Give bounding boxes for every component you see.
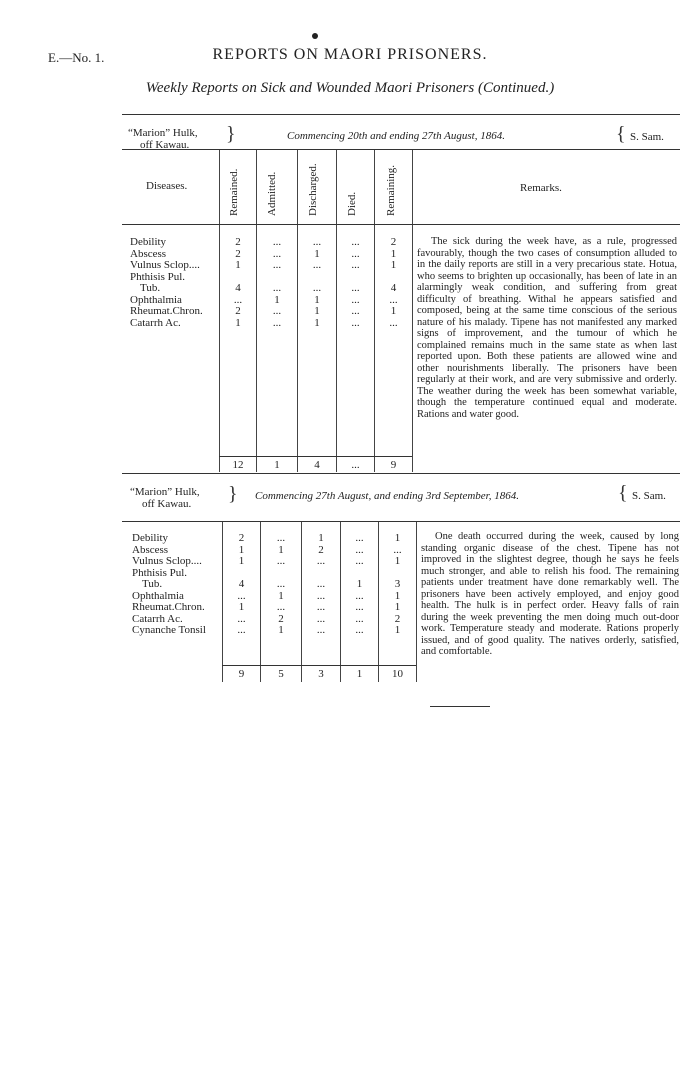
total-remaining: 10 — [392, 668, 403, 680]
col-remained — [220, 237, 256, 329]
rule — [412, 150, 413, 472]
total-remaining: 9 — [390, 459, 397, 471]
cell: ... — [351, 305, 360, 317]
cell: ... — [355, 532, 364, 544]
disease-name: Cynanche Tonsil — [132, 624, 206, 636]
cell: ... — [393, 543, 402, 556]
cell: 1 — [238, 555, 245, 567]
cell: 4 — [238, 578, 245, 590]
cell: 1 — [235, 316, 241, 329]
disease-name: Abscess — [132, 543, 169, 556]
rule — [122, 473, 680, 474]
brace-icon: } — [228, 483, 238, 505]
cell: 1 — [314, 293, 320, 306]
cell: 3 — [394, 578, 401, 590]
header-remarks: Remarks. — [520, 182, 562, 194]
brace-icon: } — [226, 123, 236, 145]
cell: 1 — [274, 293, 280, 306]
rule — [430, 706, 490, 707]
cell: 2 — [318, 543, 324, 556]
rule — [122, 149, 680, 150]
col-discharged — [298, 237, 336, 329]
disease-name: Catarrh Ac. — [130, 316, 181, 329]
total-discharged: 3 — [318, 668, 324, 680]
rule — [219, 456, 412, 457]
cell: 1 — [278, 589, 284, 602]
cell: 2 — [394, 612, 401, 625]
disease-name: Ophthalmia — [132, 589, 184, 602]
disease-name: Debility — [132, 532, 169, 544]
vessel-line-2: off Kawau. — [142, 498, 192, 510]
cell: ... — [233, 293, 243, 306]
cell: 1 — [394, 601, 401, 613]
cell: ... — [272, 236, 282, 248]
cell: 4 — [235, 282, 241, 294]
cell: 4 — [390, 282, 397, 294]
cell: 1 — [235, 259, 241, 271]
cell: ... — [355, 555, 364, 567]
disease-name: Abscess — [130, 247, 167, 260]
vessel-line-2: off Kawau. — [140, 139, 190, 151]
total-remained: 12 — [232, 459, 244, 471]
cell: 2 — [235, 305, 241, 317]
cell: ... — [272, 247, 282, 260]
rule — [222, 665, 416, 666]
vessel-line-1: “Marion” Hulk, — [130, 486, 200, 498]
header-admitted: Admitted. — [266, 171, 278, 216]
col-died — [341, 533, 378, 637]
total-admitted: 5 — [278, 668, 284, 680]
cell: 2 — [278, 612, 284, 625]
col-remaining — [379, 533, 416, 637]
header-died: Died. — [346, 191, 358, 216]
rule — [122, 224, 680, 225]
signature: S. Sam. — [630, 131, 664, 143]
cell: ... — [355, 589, 364, 602]
remarks-text: One death occurred during the week, caused by long standing organic disease of the chest. Tipene has not improved in the slightest degree, though he says he feels much stronger, and able to relish his food. The remaining patients under treatment have done remarkably well. The prisoners have been actively employed, and enjoy good health. The hulk is in perfect order. Heavy falls of rain during the week preventing the men doing much out-door work. Temperature steady and moderate. Rations properly issued, and of good quality. The natives orderly, satisfied, and comfortable. — [421, 531, 679, 657]
cell: ... — [355, 601, 364, 613]
cell: ... — [355, 543, 364, 556]
page-subtitle: Weekly Reports on Sick and Wounded Maori Prisoners (Continued.) — [145, 80, 555, 96]
cell: ... — [312, 236, 322, 248]
cell: 1 — [390, 259, 397, 271]
col-admitted — [257, 237, 297, 329]
cell: ... — [276, 601, 286, 613]
cell: ... — [312, 282, 322, 294]
cell: ... — [355, 624, 364, 636]
cell: ... — [272, 259, 282, 271]
total-admitted: 1 — [274, 459, 280, 471]
cell: 1 — [278, 624, 284, 636]
total-discharged: 4 — [314, 459, 320, 471]
cell: ... — [351, 293, 360, 306]
col-discharged — [302, 533, 340, 637]
disease-name: Catarrh Ac. — [132, 612, 183, 625]
signature: S. Sam. — [632, 490, 666, 502]
rule — [122, 521, 680, 522]
remarks-text: The sick during the week have, as a rule, progressed favourably, though the two cases of consumption alluded to in the daily reports are still in a very precarious state. Hotua, who seems to brighten up occasionally, has been of late in an alarmingly weak condition, and suffering from great difficulty of breathing. Withal he appears satisfied and composed, being at the same time conscious of the serious nature of his malady. Tipene has not manifested any marked signs of improvement, and the tumour of which he complained remains much in the same state as when last reported upon. Both these patients are allowed wine and other nourishments liberally. The prisoners have been regularly at their work, and are very submissive and orderly. The weather during the week has been somewhat variable, though the temperature continued equal and moderate. Rations and water good. — [417, 236, 677, 420]
header-remaining: Remaining. — [385, 164, 397, 216]
cell: 1 — [314, 247, 320, 260]
cell: ... — [272, 282, 282, 294]
cell: 1 — [390, 305, 397, 317]
cell: 1 — [278, 543, 284, 556]
cell: 1 — [238, 543, 245, 556]
page-title: REPORTS ON MAORI PRISONERS. — [212, 46, 488, 63]
cell: 2 — [238, 532, 245, 544]
cell: ... — [351, 247, 360, 260]
disease-name: Rheumat.Chron. — [132, 601, 205, 613]
disease-name: Phthisis Pul. — [132, 566, 188, 579]
cell: ... — [316, 624, 326, 636]
col-died — [337, 237, 374, 329]
total-died: ... — [351, 459, 360, 471]
cell: 1 — [390, 247, 397, 260]
disease-name: Rheumat.Chron. — [130, 305, 203, 317]
brace-icon: { — [616, 123, 626, 145]
disease-name: Vulnus Sclop.... — [130, 259, 200, 271]
cell: ... — [237, 624, 246, 636]
total-remained: 9 — [238, 668, 245, 680]
cell: 1 — [318, 532, 324, 544]
cell: ... — [316, 578, 326, 590]
cell: ... — [316, 589, 326, 602]
col-remaining — [375, 237, 412, 329]
cell: 1 — [356, 578, 363, 590]
cell: ... — [351, 259, 360, 271]
cell: 1 — [394, 589, 401, 602]
disease-name: Tub. — [140, 282, 161, 294]
cell: ... — [276, 532, 286, 544]
cell: 1 — [394, 555, 401, 567]
cell: 1 — [238, 601, 245, 613]
cell: 2 — [235, 236, 241, 248]
cell: 2 — [235, 247, 241, 260]
rule — [122, 114, 680, 115]
cell: ... — [355, 612, 364, 625]
header-discharged: Discharged. — [307, 163, 319, 216]
col-admitted — [261, 533, 301, 637]
header-diseases: Diseases. — [146, 180, 188, 192]
cell: ... — [276, 578, 286, 590]
cell: ... — [316, 601, 326, 613]
vessel-label — [128, 127, 198, 151]
rule — [416, 522, 417, 682]
cell: ... — [351, 282, 360, 294]
cell: ... — [237, 612, 246, 625]
cell: ... — [272, 305, 282, 317]
disease-name: Debility — [130, 236, 167, 248]
cell: ... — [237, 589, 246, 602]
disease-list — [130, 237, 218, 329]
cell: ... — [272, 316, 282, 329]
total-died: 1 — [356, 668, 363, 680]
vessel-label — [130, 486, 200, 510]
cell: 1 — [314, 316, 320, 329]
disease-list — [132, 533, 222, 637]
cell: 1 — [314, 305, 320, 317]
report-period: Commencing 27th August, and ending 3rd September, 1864. — [255, 490, 519, 502]
report-period: Commencing 20th and ending 27th August, 1864. — [287, 130, 505, 142]
disease-name: Ophthalmia — [130, 293, 182, 306]
vessel-line-1: “Marion” Hulk, — [128, 127, 198, 139]
cell: ... — [316, 555, 326, 567]
ink-dot — [312, 33, 318, 39]
brace-icon: { — [618, 482, 628, 504]
page-id: E.—No. 1. — [48, 50, 105, 65]
cell: ... — [316, 612, 326, 625]
disease-name: Phthisis Pul. — [130, 270, 186, 283]
cell: ... — [389, 316, 398, 329]
cell: ... — [276, 555, 286, 567]
cell: 2 — [390, 236, 397, 248]
cell: 1 — [394, 624, 401, 636]
cell: ... — [351, 316, 360, 329]
cell: ... — [312, 259, 322, 271]
cell: 1 — [394, 532, 401, 544]
col-remained — [223, 533, 260, 637]
disease-name: Tub. — [142, 578, 163, 590]
header-remained: Remained. — [228, 168, 240, 216]
cell: ... — [351, 236, 360, 248]
cell: ... — [389, 293, 398, 306]
disease-name: Vulnus Sclop.... — [132, 555, 202, 567]
